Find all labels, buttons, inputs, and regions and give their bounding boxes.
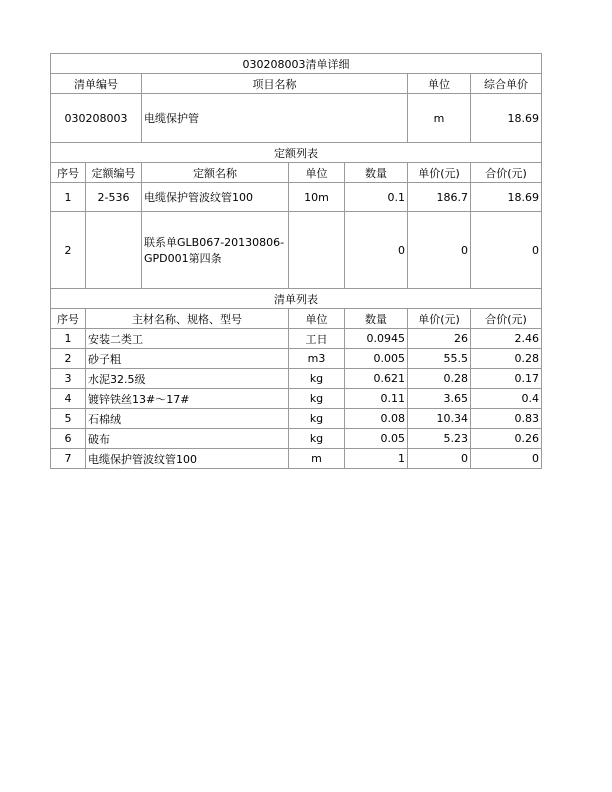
material-unit-price: 10.34 xyxy=(408,409,471,429)
quota-unit: 10m xyxy=(289,183,345,212)
material-unit-price: 0 xyxy=(408,449,471,469)
quota-code: 2-536 xyxy=(86,183,142,212)
bill-code-header: 清单编号 xyxy=(51,74,142,94)
material-qty-header: 数量 xyxy=(345,309,408,329)
bill-unit: m xyxy=(408,94,471,143)
quota-unit xyxy=(289,212,345,289)
table-row xyxy=(51,212,542,289)
material-unit-price: 55.5 xyxy=(408,349,471,369)
quota-total-header: 合价(元) xyxy=(471,163,542,183)
material-unit-price: 3.65 xyxy=(408,389,471,409)
quota-header-row xyxy=(51,163,542,183)
quota-seq: 2 xyxy=(51,212,86,289)
material-unit-price: 0.28 xyxy=(408,369,471,389)
quota-qty-header: 数量 xyxy=(345,163,408,183)
material-name-header: 主材名称、规格、型号 xyxy=(86,309,289,329)
material-total-header: 合价(元) xyxy=(471,309,542,329)
material-unit: kg xyxy=(289,429,345,449)
material-seq: 5 xyxy=(51,409,86,429)
material-total: 0.83 xyxy=(471,409,542,429)
table-row xyxy=(51,389,542,409)
material-name: 石棉绒 xyxy=(86,409,289,429)
material-section-row xyxy=(51,289,542,309)
material-name: 破布 xyxy=(86,429,289,449)
bill-code: 030208003 xyxy=(51,94,142,143)
material-unit-price: 26 xyxy=(408,329,471,349)
material-name: 水泥32.5级 xyxy=(86,369,289,389)
material-unit: kg xyxy=(289,389,345,409)
material-unit: 工日 xyxy=(289,329,345,349)
table-row xyxy=(51,349,542,369)
quota-seq: 1 xyxy=(51,183,86,212)
table-row xyxy=(51,369,542,389)
material-qty: 1 xyxy=(345,449,408,469)
bill-price: 18.69 xyxy=(471,94,542,143)
material-qty: 0.005 xyxy=(345,349,408,369)
title-row xyxy=(51,54,542,74)
material-unit-price-header: 单价(元) xyxy=(408,309,471,329)
quota-qty: 0.1 xyxy=(345,183,408,212)
material-unit: m3 xyxy=(289,349,345,369)
quota-unit-price: 0 xyxy=(408,212,471,289)
quota-unit-price: 186.7 xyxy=(408,183,471,212)
quota-code xyxy=(86,212,142,289)
material-qty: 0.621 xyxy=(345,369,408,389)
material-qty: 0.0945 xyxy=(345,329,408,349)
quota-unit-price-header: 单价(元) xyxy=(408,163,471,183)
material-name: 安装二类工 xyxy=(86,329,289,349)
material-seq: 2 xyxy=(51,349,86,369)
material-name: 电缆保护管波纹管100 xyxy=(86,449,289,469)
material-unit-price: 5.23 xyxy=(408,429,471,449)
quota-qty: 0 xyxy=(345,212,408,289)
quota-unit-header: 单位 xyxy=(289,163,345,183)
material-total: 0.17 xyxy=(471,369,542,389)
material-total: 0.28 xyxy=(471,349,542,369)
quota-code-header: 定额编号 xyxy=(86,163,142,183)
bill-header-row xyxy=(51,74,542,94)
material-unit: kg xyxy=(289,409,345,429)
bill-detail-table xyxy=(50,53,542,469)
quota-name: 联系单GLB067-20130806-GPD001第四条 xyxy=(142,212,289,289)
material-name: 镀锌铁丝13#～17# xyxy=(86,389,289,409)
bill-unit-header: 单位 xyxy=(408,74,471,94)
table-title: 030208003清单详细 xyxy=(51,54,542,74)
material-total: 0.4 xyxy=(471,389,542,409)
material-section-title: 清单列表 xyxy=(51,289,542,309)
material-unit-header: 单位 xyxy=(289,309,345,329)
material-total: 2.46 xyxy=(471,329,542,349)
table-row xyxy=(51,409,542,429)
material-qty: 0.08 xyxy=(345,409,408,429)
quota-name: 电缆保护管波纹管100 xyxy=(142,183,289,212)
material-qty: 0.11 xyxy=(345,389,408,409)
bill-row xyxy=(51,94,542,143)
material-header-row xyxy=(51,309,542,329)
material-unit: m xyxy=(289,449,345,469)
bill-price-header: 综合单价 xyxy=(471,74,542,94)
material-seq: 3 xyxy=(51,369,86,389)
quota-name-header: 定额名称 xyxy=(142,163,289,183)
material-seq-header: 序号 xyxy=(51,309,86,329)
material-seq: 4 xyxy=(51,389,86,409)
quota-section-row xyxy=(51,143,542,163)
quota-section-title: 定额列表 xyxy=(51,143,542,163)
bill-name-header: 项目名称 xyxy=(142,74,408,94)
quota-total: 0 xyxy=(471,212,542,289)
material-seq: 6 xyxy=(51,429,86,449)
table-row xyxy=(51,329,542,349)
material-qty: 0.05 xyxy=(345,429,408,449)
material-seq: 7 xyxy=(51,449,86,469)
bill-name: 电缆保护管 xyxy=(142,94,408,143)
material-name: 砂子粗 xyxy=(86,349,289,369)
table-row xyxy=(51,429,542,449)
quota-total: 18.69 xyxy=(471,183,542,212)
material-unit: kg xyxy=(289,369,345,389)
table-row xyxy=(51,449,542,469)
material-total: 0 xyxy=(471,449,542,469)
material-seq: 1 xyxy=(51,329,86,349)
material-total: 0.26 xyxy=(471,429,542,449)
table-row xyxy=(51,183,542,212)
quota-seq-header: 序号 xyxy=(51,163,86,183)
